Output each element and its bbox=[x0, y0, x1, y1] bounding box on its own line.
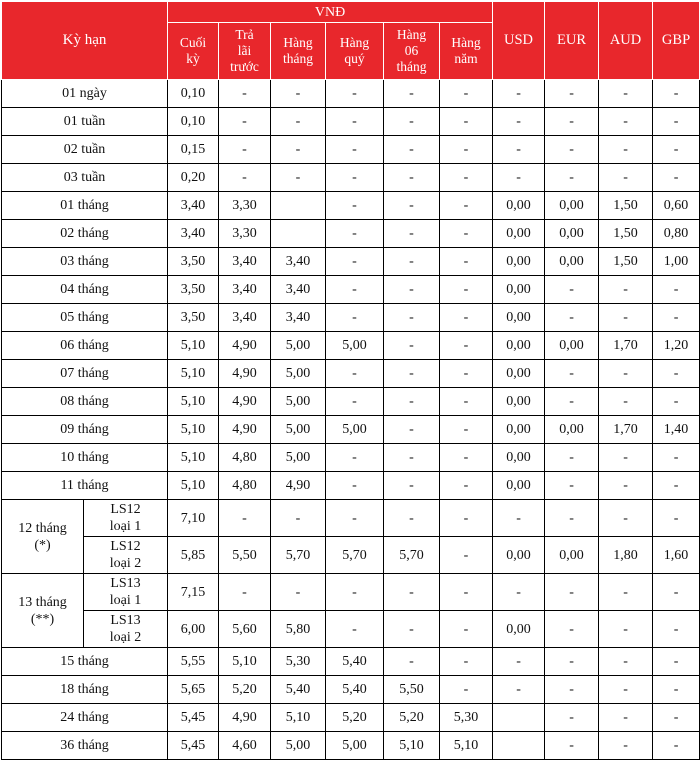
rate-cell: - bbox=[384, 276, 440, 304]
rate-cell: - bbox=[653, 472, 700, 500]
table-row bbox=[2, 220, 700, 248]
rate-cell bbox=[271, 220, 326, 248]
rate-cell: 0,00 bbox=[493, 611, 545, 648]
rate-cell: - bbox=[599, 80, 653, 108]
rate-cell: 1,40 bbox=[653, 416, 700, 444]
rate-cell: - bbox=[440, 192, 493, 220]
rate-cell: - bbox=[384, 360, 440, 388]
rate-cell: 5,70 bbox=[271, 537, 326, 574]
interest-rate-table bbox=[1, 1, 700, 760]
rate-type-label: LS12 loại 2 bbox=[84, 537, 168, 574]
table-row bbox=[2, 416, 700, 444]
rate-cell: - bbox=[493, 136, 545, 164]
rate-cell: 4,90 bbox=[219, 388, 271, 416]
rate-cell: 4,80 bbox=[219, 444, 271, 472]
rate-cell: 5,00 bbox=[326, 332, 384, 360]
rate-cell: 5,10 bbox=[168, 332, 219, 360]
rate-cell: 4,80 bbox=[219, 472, 271, 500]
table-row bbox=[2, 304, 700, 332]
rate-cell: - bbox=[271, 108, 326, 136]
rate-cell: 5,00 bbox=[271, 360, 326, 388]
rate-cell: - bbox=[653, 136, 700, 164]
rate-cell: 3,40 bbox=[168, 220, 219, 248]
rate-cell: - bbox=[440, 80, 493, 108]
vnd-quarterly-header: Hàng quý bbox=[326, 23, 384, 80]
rate-cell: 1,50 bbox=[599, 192, 653, 220]
rate-cell: - bbox=[653, 388, 700, 416]
rate-cell: 5,00 bbox=[326, 732, 384, 760]
rate-cell: 4,90 bbox=[271, 472, 326, 500]
rate-cell: - bbox=[493, 80, 545, 108]
rate-cell: - bbox=[599, 276, 653, 304]
rate-cell: 4,60 bbox=[219, 732, 271, 760]
rate-cell: 5,00 bbox=[271, 332, 326, 360]
rate-cell: - bbox=[384, 648, 440, 676]
table-row bbox=[2, 676, 700, 704]
rate-cell: - bbox=[545, 164, 599, 192]
rate-cell: - bbox=[326, 611, 384, 648]
term-label: 04 tháng bbox=[2, 276, 168, 304]
currency-header-aud: AUD bbox=[599, 2, 653, 80]
rate-type-label: LS13 loại 1 bbox=[84, 574, 168, 611]
table-row bbox=[2, 388, 700, 416]
table-row bbox=[2, 444, 700, 472]
term-label: 15 tháng bbox=[2, 648, 168, 676]
rate-cell: 0,00 bbox=[493, 192, 545, 220]
rate-cell: 0,00 bbox=[493, 537, 545, 574]
rate-cell: 1,70 bbox=[599, 332, 653, 360]
rate-cell: 3,40 bbox=[271, 304, 326, 332]
rate-cell: - bbox=[493, 648, 545, 676]
rate-cell: - bbox=[545, 80, 599, 108]
table-row bbox=[2, 500, 700, 537]
rate-cell: - bbox=[384, 500, 440, 537]
rate-cell: - bbox=[440, 164, 493, 192]
rate-cell: - bbox=[599, 304, 653, 332]
table-row bbox=[2, 164, 700, 192]
term-label: 06 tháng bbox=[2, 332, 168, 360]
term-label: 01 ngày bbox=[2, 80, 168, 108]
currency-header-gbp: GBP bbox=[653, 2, 700, 80]
rate-cell: 1,70 bbox=[599, 416, 653, 444]
rate-cell: 1,00 bbox=[653, 248, 700, 276]
rate-cell: 5,85 bbox=[168, 537, 219, 574]
rate-cell: 0,15 bbox=[168, 136, 219, 164]
rate-cell: - bbox=[653, 304, 700, 332]
rate-cell: 1,20 bbox=[653, 332, 700, 360]
rate-cell: - bbox=[653, 611, 700, 648]
rate-cell: - bbox=[326, 192, 384, 220]
rate-cell: 4,90 bbox=[219, 360, 271, 388]
rate-cell: 4,90 bbox=[219, 416, 271, 444]
rate-cell: - bbox=[440, 472, 493, 500]
rate-cell: - bbox=[545, 388, 599, 416]
rate-cell: 1,50 bbox=[599, 248, 653, 276]
rate-cell: 0,00 bbox=[493, 304, 545, 332]
rate-cell: - bbox=[440, 648, 493, 676]
rate-cell: - bbox=[653, 732, 700, 760]
rate-cell: - bbox=[326, 80, 384, 108]
rate-cell: - bbox=[653, 80, 700, 108]
rate-cell: - bbox=[653, 444, 700, 472]
rate-cell: 0,00 bbox=[545, 416, 599, 444]
rate-cell: - bbox=[545, 500, 599, 537]
rate-cell: 5,70 bbox=[384, 537, 440, 574]
rate-cell: - bbox=[599, 648, 653, 676]
rate-cell: - bbox=[219, 80, 271, 108]
rate-cell: - bbox=[326, 220, 384, 248]
rate-cell: - bbox=[384, 444, 440, 472]
rate-cell: - bbox=[384, 220, 440, 248]
rate-cell: 0,10 bbox=[168, 108, 219, 136]
rate-cell: - bbox=[384, 108, 440, 136]
rate-cell: 5,10 bbox=[440, 732, 493, 760]
rate-cell: 3,30 bbox=[219, 220, 271, 248]
vnd-monthly-header: Hàng tháng bbox=[271, 23, 326, 80]
rate-cell: - bbox=[599, 136, 653, 164]
rate-cell: - bbox=[384, 164, 440, 192]
rate-cell: - bbox=[493, 574, 545, 611]
rate-cell: - bbox=[599, 574, 653, 611]
rate-cell: - bbox=[271, 164, 326, 192]
rate-cell: - bbox=[653, 648, 700, 676]
table-row bbox=[2, 732, 700, 760]
rate-cell: - bbox=[493, 500, 545, 537]
term-label: 36 tháng bbox=[2, 732, 168, 760]
rate-cell: 5,00 bbox=[271, 388, 326, 416]
rate-cell: - bbox=[440, 108, 493, 136]
rate-cell: 3,50 bbox=[168, 304, 219, 332]
rate-cell: 7,15 bbox=[168, 574, 219, 611]
rate-cell: 5,65 bbox=[168, 676, 219, 704]
rate-cell: - bbox=[219, 164, 271, 192]
rate-cell: - bbox=[440, 332, 493, 360]
rate-cell: - bbox=[326, 444, 384, 472]
rate-cell: - bbox=[326, 276, 384, 304]
term-label: 03 tháng bbox=[2, 248, 168, 276]
term-label: 07 tháng bbox=[2, 360, 168, 388]
rate-cell: 5,10 bbox=[168, 416, 219, 444]
rate-cell: 5,45 bbox=[168, 704, 219, 732]
rate-cell: 5,20 bbox=[384, 704, 440, 732]
rate-cell: - bbox=[219, 500, 271, 537]
rate-cell: - bbox=[653, 704, 700, 732]
rate-cell: 5,00 bbox=[271, 444, 326, 472]
rate-cell: 5,55 bbox=[168, 648, 219, 676]
rate-cell: - bbox=[219, 574, 271, 611]
table-row bbox=[2, 136, 700, 164]
term-label: 11 tháng bbox=[2, 472, 168, 500]
rate-cell: 5,40 bbox=[271, 676, 326, 704]
rate-cell: - bbox=[384, 611, 440, 648]
rate-cell: 1,50 bbox=[599, 220, 653, 248]
rate-cell: - bbox=[384, 192, 440, 220]
rate-cell: - bbox=[271, 574, 326, 611]
table-row bbox=[2, 108, 700, 136]
rate-cell: - bbox=[653, 276, 700, 304]
rate-cell: - bbox=[653, 500, 700, 537]
term-label: 18 tháng bbox=[2, 676, 168, 704]
rate-cell: - bbox=[545, 360, 599, 388]
rate-cell: 0,20 bbox=[168, 164, 219, 192]
vnd-end-of-term-header: Cuối kỳ bbox=[168, 23, 219, 80]
rate-cell: - bbox=[326, 388, 384, 416]
rate-cell: - bbox=[599, 388, 653, 416]
rate-cell: 5,30 bbox=[440, 704, 493, 732]
rate-cell: - bbox=[440, 444, 493, 472]
rate-cell: - bbox=[653, 574, 700, 611]
rate-cell: 0,10 bbox=[168, 80, 219, 108]
term-group-label: 13 tháng (**) bbox=[2, 574, 84, 648]
table-row bbox=[2, 192, 700, 220]
currency-header-usd: USD bbox=[493, 2, 545, 80]
term-label: 05 tháng bbox=[2, 304, 168, 332]
rate-cell: 3,40 bbox=[271, 248, 326, 276]
rate-cell: - bbox=[545, 648, 599, 676]
rate-cell bbox=[493, 704, 545, 732]
rate-cell: - bbox=[653, 164, 700, 192]
term-label: 08 tháng bbox=[2, 388, 168, 416]
rate-cell: 3,50 bbox=[168, 276, 219, 304]
rate-cell: - bbox=[440, 388, 493, 416]
rate-cell: 5,10 bbox=[168, 444, 219, 472]
rate-cell: - bbox=[599, 732, 653, 760]
term-label: 01 tháng bbox=[2, 192, 168, 220]
rate-cell: 5,60 bbox=[219, 611, 271, 648]
rate-table-body bbox=[2, 80, 700, 760]
table-row bbox=[2, 332, 700, 360]
rate-cell: 0,00 bbox=[545, 248, 599, 276]
rate-cell: 5,20 bbox=[219, 676, 271, 704]
rate-cell: 0,00 bbox=[493, 276, 545, 304]
rate-cell: 0,00 bbox=[493, 416, 545, 444]
rate-cell: 5,10 bbox=[271, 704, 326, 732]
rate-cell bbox=[493, 732, 545, 760]
rate-cell: - bbox=[384, 136, 440, 164]
rate-cell: - bbox=[440, 136, 493, 164]
rate-cell: - bbox=[545, 704, 599, 732]
table-row bbox=[2, 704, 700, 732]
rate-cell: - bbox=[545, 136, 599, 164]
rate-cell: 5,30 bbox=[271, 648, 326, 676]
rate-cell: - bbox=[326, 248, 384, 276]
vnd-semiannual-header: Hàng 06 tháng bbox=[384, 23, 440, 80]
rate-cell: - bbox=[384, 248, 440, 276]
rate-cell: 3,50 bbox=[168, 248, 219, 276]
rate-cell: - bbox=[271, 136, 326, 164]
rate-cell: - bbox=[440, 574, 493, 611]
rate-cell: 5,80 bbox=[271, 611, 326, 648]
rate-cell: 5,50 bbox=[384, 676, 440, 704]
rate-cell: 3,40 bbox=[271, 276, 326, 304]
rate-cell: - bbox=[545, 676, 599, 704]
rate-cell: - bbox=[326, 136, 384, 164]
rate-cell: 5,10 bbox=[384, 732, 440, 760]
rate-cell: 3,40 bbox=[219, 248, 271, 276]
table-row bbox=[2, 248, 700, 276]
table-row bbox=[2, 360, 700, 388]
rate-cell: - bbox=[384, 388, 440, 416]
rate-cell: - bbox=[545, 304, 599, 332]
vnd-prepaid-header: Trả lãi trước bbox=[219, 23, 271, 80]
rate-cell: - bbox=[493, 164, 545, 192]
rate-cell: 0,00 bbox=[493, 332, 545, 360]
rate-cell: - bbox=[326, 304, 384, 332]
rate-cell: 4,90 bbox=[219, 332, 271, 360]
rate-cell: 5,00 bbox=[271, 732, 326, 760]
rate-cell: 5,10 bbox=[168, 360, 219, 388]
rate-cell: 0,00 bbox=[493, 444, 545, 472]
rate-cell: 4,90 bbox=[219, 704, 271, 732]
rate-cell: 5,40 bbox=[326, 676, 384, 704]
table-row bbox=[2, 648, 700, 676]
rate-cell: - bbox=[440, 220, 493, 248]
rate-cell: 5,40 bbox=[326, 648, 384, 676]
rate-cell: 5,10 bbox=[168, 388, 219, 416]
rate-cell: - bbox=[326, 360, 384, 388]
rate-cell: 5,70 bbox=[326, 537, 384, 574]
rate-cell: 1,60 bbox=[653, 537, 700, 574]
rate-cell: - bbox=[326, 472, 384, 500]
rate-cell: - bbox=[440, 676, 493, 704]
rate-cell: - bbox=[545, 276, 599, 304]
rate-cell: - bbox=[599, 676, 653, 704]
currency-header-eur: EUR bbox=[545, 2, 599, 80]
rate-cell: 5,10 bbox=[219, 648, 271, 676]
term-label: 02 tuần bbox=[2, 136, 168, 164]
rate-cell: - bbox=[545, 444, 599, 472]
rate-cell: - bbox=[440, 360, 493, 388]
table-row bbox=[2, 276, 700, 304]
rate-cell: - bbox=[545, 472, 599, 500]
rate-cell: - bbox=[384, 304, 440, 332]
rate-cell: - bbox=[271, 80, 326, 108]
rate-cell: - bbox=[493, 108, 545, 136]
rate-cell: - bbox=[384, 332, 440, 360]
rate-cell: 5,20 bbox=[326, 704, 384, 732]
rate-cell: - bbox=[545, 611, 599, 648]
rate-cell: - bbox=[440, 248, 493, 276]
table-row bbox=[2, 574, 700, 611]
rate-cell: - bbox=[599, 444, 653, 472]
table-row bbox=[2, 611, 700, 648]
rate-cell: - bbox=[653, 360, 700, 388]
rate-cell: - bbox=[326, 574, 384, 611]
rate-cell: 0,60 bbox=[653, 192, 700, 220]
rate-cell: - bbox=[599, 611, 653, 648]
rate-cell: - bbox=[599, 704, 653, 732]
rate-cell: - bbox=[384, 80, 440, 108]
term-label: 01 tuần bbox=[2, 108, 168, 136]
rate-cell: - bbox=[219, 136, 271, 164]
rate-cell: - bbox=[599, 472, 653, 500]
rate-cell: 0,00 bbox=[493, 220, 545, 248]
rate-cell: - bbox=[326, 500, 384, 537]
table-row bbox=[2, 472, 700, 500]
rate-cell: 7,10 bbox=[168, 500, 219, 537]
rate-cell: - bbox=[545, 732, 599, 760]
rate-cell: - bbox=[653, 676, 700, 704]
term-label: 03 tuần bbox=[2, 164, 168, 192]
term-label: 10 tháng bbox=[2, 444, 168, 472]
rate-type-label: LS12 loại 1 bbox=[84, 500, 168, 537]
vnd-group-header: VNĐ bbox=[168, 2, 493, 23]
rate-cell: 0,00 bbox=[545, 537, 599, 574]
rate-cell: 0,00 bbox=[493, 360, 545, 388]
rate-cell: - bbox=[326, 108, 384, 136]
rate-cell: 0,00 bbox=[493, 248, 545, 276]
rate-cell: - bbox=[599, 360, 653, 388]
rate-cell: - bbox=[599, 500, 653, 537]
rate-cell: 5,45 bbox=[168, 732, 219, 760]
term-label: 02 tháng bbox=[2, 220, 168, 248]
rate-cell: 5,50 bbox=[219, 537, 271, 574]
rate-cell: - bbox=[440, 611, 493, 648]
rate-cell: 3,30 bbox=[219, 192, 271, 220]
term-label: 24 tháng bbox=[2, 704, 168, 732]
rate-cell: - bbox=[545, 108, 599, 136]
term-group-label: 12 tháng (*) bbox=[2, 500, 84, 574]
rate-cell: - bbox=[384, 416, 440, 444]
term-label: 09 tháng bbox=[2, 416, 168, 444]
rate-cell: - bbox=[384, 574, 440, 611]
table-row bbox=[2, 537, 700, 574]
table-row bbox=[2, 80, 700, 108]
rate-cell: 0,00 bbox=[545, 192, 599, 220]
rate-type-label: LS13 loại 2 bbox=[84, 611, 168, 648]
rate-cell: 0,00 bbox=[493, 388, 545, 416]
vnd-annual-header: Hàng năm bbox=[440, 23, 493, 80]
rate-cell: 0,00 bbox=[545, 332, 599, 360]
rate-cell: 5,00 bbox=[271, 416, 326, 444]
rate-cell: - bbox=[599, 164, 653, 192]
term-header: Kỳ hạn bbox=[2, 2, 168, 80]
rate-cell: 0,00 bbox=[493, 472, 545, 500]
rate-cell: - bbox=[326, 164, 384, 192]
rate-cell: - bbox=[271, 500, 326, 537]
rate-cell: 3,40 bbox=[219, 276, 271, 304]
rate-cell: 0,80 bbox=[653, 220, 700, 248]
rate-cell: - bbox=[653, 108, 700, 136]
rate-cell: - bbox=[219, 108, 271, 136]
rate-cell: - bbox=[440, 276, 493, 304]
rate-cell: - bbox=[440, 537, 493, 574]
rate-cell: 1,80 bbox=[599, 537, 653, 574]
rate-cell: 5,10 bbox=[168, 472, 219, 500]
rate-cell: - bbox=[440, 304, 493, 332]
rate-cell: - bbox=[545, 574, 599, 611]
rate-cell: - bbox=[599, 108, 653, 136]
rate-cell: 5,00 bbox=[326, 416, 384, 444]
rate-cell: - bbox=[493, 676, 545, 704]
rate-cell: - bbox=[440, 416, 493, 444]
rate-cell: 3,40 bbox=[219, 304, 271, 332]
rate-cell: 3,40 bbox=[168, 192, 219, 220]
rate-cell: 0,00 bbox=[545, 220, 599, 248]
rate-cell: - bbox=[384, 472, 440, 500]
rate-cell: 6,00 bbox=[168, 611, 219, 648]
rate-cell bbox=[271, 192, 326, 220]
rate-cell: - bbox=[440, 500, 493, 537]
